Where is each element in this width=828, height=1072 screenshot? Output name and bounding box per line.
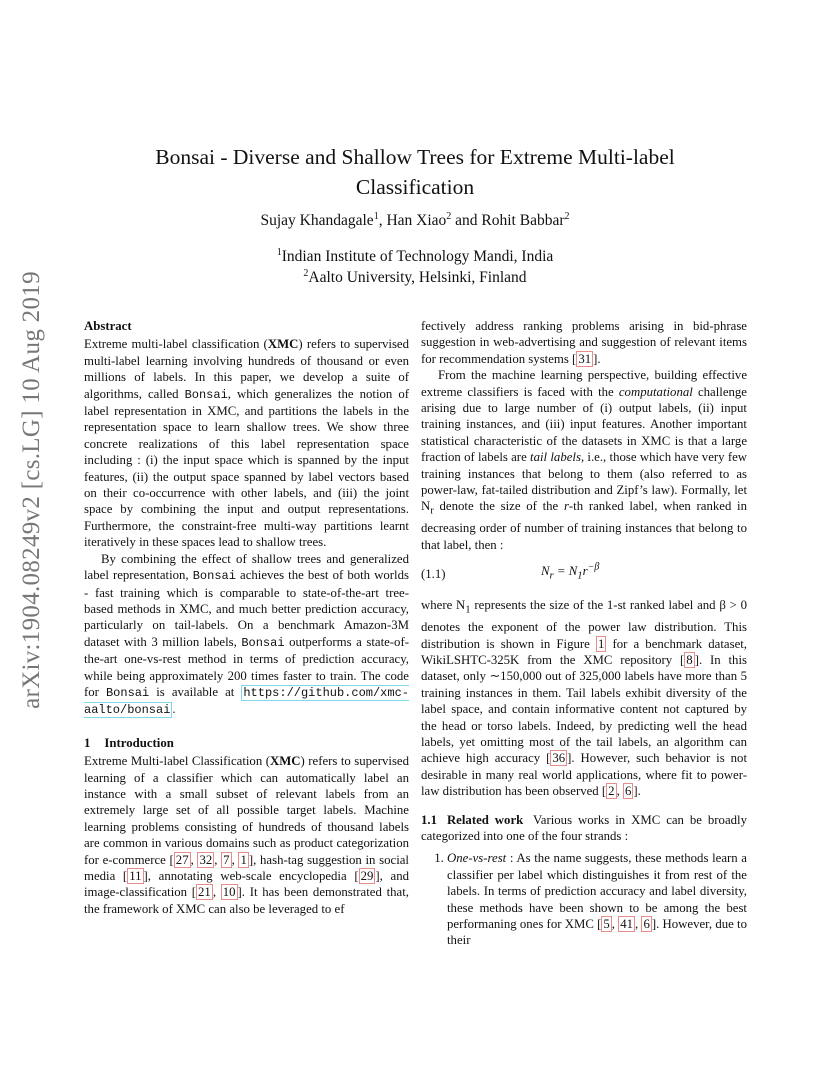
equation-number: (1.1)	[421, 567, 446, 581]
citation-link[interactable]: 31	[578, 351, 592, 366]
citation-link[interactable]: 7	[223, 852, 230, 867]
author-separator: and	[451, 212, 482, 229]
affiliation-line	[100, 267, 730, 288]
intro-paragraph: From the machine learning perspective, building effective extreme classifiers is faced with the computational challenge arising due to large number of (i) output labels, (ii) input training instances, and (iii) input features. Another important statistical characteristic of the datasets in XMC is that a large fraction of labels are tail labels, i.e., those which have very few training instances that belong to them (also referred to as power-law, fat-tailed distribution and Zipf’s law). Formally, let $N_r$ denote the size of the r-th ranked label, when ranked in decreasing order of number of training instances that belong to that label, then :	[421, 368, 748, 552]
author-affil-mark: 2	[564, 210, 570, 222]
citation-link[interactable]: 10	[222, 885, 236, 900]
citation-link[interactable]: 5	[603, 917, 610, 932]
affil-text: Aalto University, Helsinki, Finland	[308, 269, 527, 286]
author-affil-mark: 1	[373, 210, 379, 222]
author-name: Han Xiao	[386, 212, 447, 229]
abstract-paragraph: Extreme multi-label classification (XMC) refers to supervised multi-label learning involving hundreds of thousand or even millions of labels. In this paper, we develop a suite of algorithms, called Bonsai, which generalizes the notion of label representation in XMC, and partitions the labels in the representation space to learn shallow trees. We show three concrete realizations of this label representation space including : (i) the input space which is spanned by the input features, (ii) the output space spanned by label vectors based on their co-occurrence with other labels, and (iii) the joint space by combining the input and output representations. Furthermore, the constraint-free multi-way partitions learnt iteratively in these spaces lead to shallow trees.	[84, 337, 410, 550]
author-separator: ,	[378, 212, 387, 229]
citation-link[interactable]: 1	[240, 852, 247, 867]
author-list	[100, 212, 730, 230]
affil-text: Indian Institute of Technology Mandi, India	[281, 248, 554, 265]
left-column	[84, 318, 409, 917]
right-column	[421, 318, 747, 949]
intro-paragraph: where $N_1$ represents the size of the 1-st ranked label and β > 0 denotes the exponent of the power law distribution. This distribution is shown in Figure 1 for a benchmark dataset, WikiLSHTC-325K from the XMC repository [ 8 ]. In this dataset, only ∼150,000 out of 325,000 labels have more than 5 training instances in them. Tail labels exhibit diversity of the label space, and contain informative content not captured by the head or torso labels. Indeed, by predicting well the head labels, yet omitting most of the tail labels, an algorithm can achieve high accuracy [ 36 ]. However, such behavior is not desirable in many real world applications, where fit to power-law distribution has been observed [ 2 , 6 ].	[421, 598, 748, 799]
abstract-heading: Abstract	[84, 319, 132, 333]
paper-title: Bonsai - Diverse and Shallow Trees for Extreme Multi-label Classification	[155, 145, 675, 199]
affil-mark: 1	[276, 246, 282, 258]
affil-mark: 2	[303, 267, 309, 279]
list-item: 1. One-vs-rest : As the name suggests, these methods learn a classifier per label which distinguishes it from rest of the labels. In terms of prediction accuracy and label diversity, these methods have been shown to be among the best performaning ones for XMC [ 5 , 41 , 6 ]. However, due to their	[447, 850, 747, 948]
intro-paragraph: Extreme Multi-label Classification (XMC) refers to supervised learning of a classifier which can automatically label an instance with a small subset of relevant labels from an extremely large set of all possible target labels. Machine learning problems consisting of hundreds of thousand labels are common in various domains such as product categorization for e-commerce [ 27 , 32 , 7 , 1 ], hash-tag suggestion in social media [ 11 ], annotating web-scale encyclopedia [ 29 ], and image-classification [ 21 , 10 ]. It has been demonstrated that, the framework of XMC can also be leveraged to ef	[84, 754, 410, 916]
section-heading-introduction: 1 Introduction	[84, 735, 174, 750]
code-link[interactable]: https://github.com/xmc-aalto/bonsai	[84, 685, 409, 718]
citation-link[interactable]: 27	[175, 852, 189, 867]
author-name: Sujay Khandagale	[260, 212, 374, 229]
affiliation-line	[100, 246, 730, 267]
author-name: Rohit Babbar	[481, 212, 565, 229]
citation-link[interactable]: 6	[643, 917, 650, 932]
intro-paragraph: fectively address ranking problems arising in bid-phrase suggestion in web-advertising and suggestion of relevant items for recommendation systems [ 31 ].	[421, 319, 747, 366]
citation-link[interactable]: 21	[198, 885, 211, 900]
citation-link[interactable]: 32	[199, 852, 213, 867]
citation-link[interactable]: 8	[686, 652, 693, 667]
figure-link[interactable]: 1	[597, 636, 605, 651]
equation-body: $N_r = N_1r^{-\beta}$	[541, 561, 600, 582]
citation-link[interactable]: 2	[608, 784, 615, 799]
citation-link[interactable]: 11	[129, 869, 142, 883]
citation-link[interactable]: 36	[552, 751, 566, 766]
affiliations	[100, 246, 730, 288]
equation-1-1	[421, 563, 747, 585]
author-affil-mark: 2	[446, 210, 452, 222]
arxiv-id: arXiv:1904.08249v2 [cs.LG] 10 Aug 2019	[18, 271, 45, 709]
citation-link[interactable]: 6	[624, 784, 632, 799]
citation-link[interactable]: 41	[620, 917, 633, 932]
strands-list	[421, 850, 747, 948]
citation-link[interactable]: 29	[360, 869, 374, 883]
subsection-related-work: 1.1 Related work Various works in XMC can be broadly categorized into one of the four strands :	[421, 812, 747, 844]
arxiv-sidebar	[10, 271, 54, 709]
abstract-paragraph: By combining the effect of shallow trees and generalized label representation, Bonsai achieves the best of both worlds - fast training which is comparable to state-of-the-art tree-based methods in XMC, and much better prediction accuracy, particularly on tail-labels. On a benchmark Amazon-3M dataset with 3 million labels, Bonsai outperforms a state-of-the-art one-vs-rest method in terms of prediction accuracy, while being approximately 200 times faster to train. The code for Bonsai is available at https://github.com/xmc-aalto/bonsai .	[84, 551, 409, 718]
